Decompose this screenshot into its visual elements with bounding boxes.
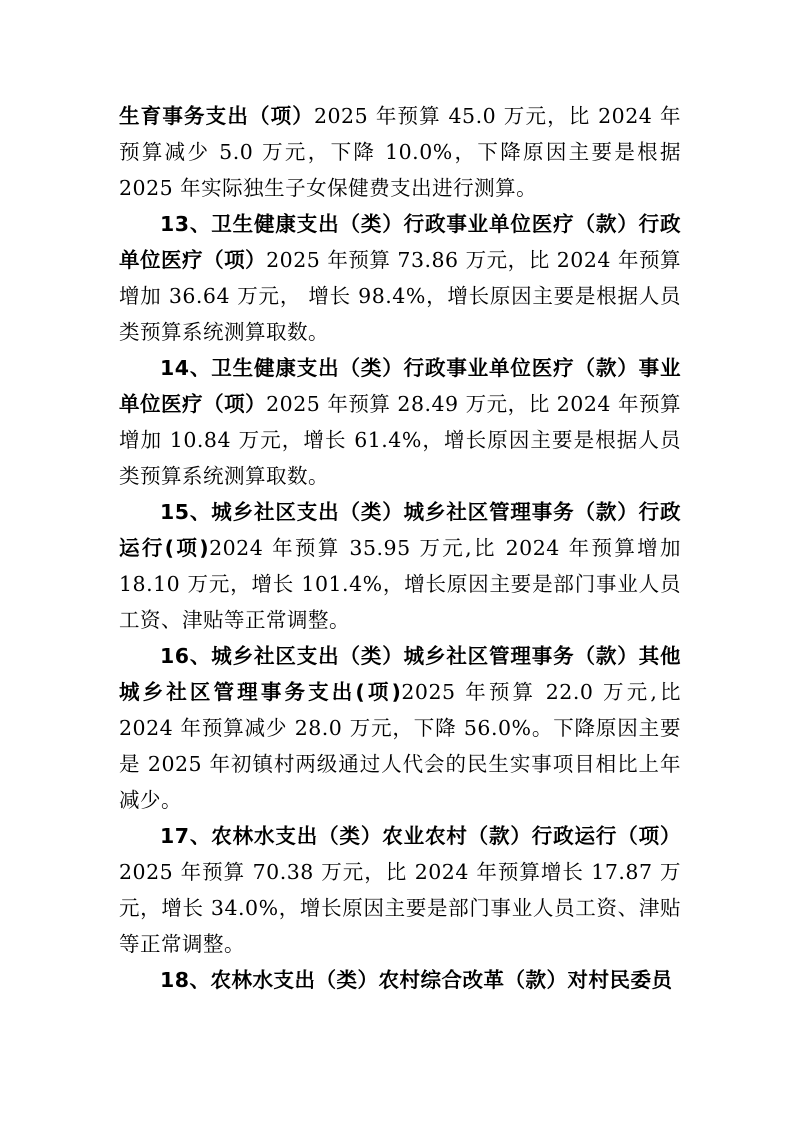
paragraph-body: 2024 年预算 35.95 万元,比 2024 年预算增加 18.10 万元，增长 101.4%，增长原因主要是部门事业人员工资、津贴等正常调整。 <box>119 536 681 632</box>
paragraph-16 <box>119 638 681 818</box>
paragraph-body: 2025 年预算 28.49 万元，比 2024 年预算增加 10.84 万元，增长 61.4%，增长原因主要是根据人员类预算系统测算取数。 <box>119 392 681 488</box>
paragraph-heading: 18、农林水支出（类）农村综合改革（款）对村民委员 <box>160 968 673 992</box>
paragraph-heading: 15、城乡社区支出（类）城乡社区管理事务（款）行政运行(项) <box>119 500 681 560</box>
paragraph-14 <box>119 350 681 494</box>
paragraph-heading: 生育事务支出（项） <box>119 104 314 128</box>
paragraph-body: 2025 年预算 70.38 万元，比 2024 年预算增长 17.87 万元，增长 34.0%，增长原因主要是部门事业人员工资、津贴等正常调整。 <box>119 860 681 956</box>
document-page <box>119 98 681 998</box>
paragraph-body: 2025 年预算 45.0 万元，比 2024 年预算减少 5.0 万元，下降 10.0%，下降原因主要是根据 2025 年实际独生子女保健费支出进行测算。 <box>119 104 681 200</box>
paragraph-heading: 17、农林水支出（类）农业农村（款）行政运行（项） <box>160 824 681 848</box>
paragraph-heading: 14、卫生健康支出（类）行政事业单位医疗（款）事业单位医疗（项） <box>119 356 681 416</box>
paragraph-12-continuation <box>119 98 681 206</box>
paragraph-body: 2025 年预算 73.86 万元，比 2024 年预算增加 36.64 万元， 增长 98.4%，增长原因主要是根据人员类预算系统测算取数。 <box>119 248 681 344</box>
paragraph-heading: 16、城乡社区支出（类）城乡社区管理事务（款）其他城乡社区管理事务支出(项) <box>119 644 681 704</box>
paragraph-body: 2025 年预算 22.0 万元,比 2024 年预算减少 28.0 万元，下降 56.0%。下降原因主要是 2025 年初镇村两级通过人代会的民生实事项目相比上年减少。 <box>119 680 681 812</box>
paragraph-15 <box>119 494 681 638</box>
paragraph-18 <box>119 962 681 998</box>
paragraph-13 <box>119 206 681 350</box>
paragraph-17 <box>119 818 681 962</box>
paragraph-heading: 13、卫生健康支出（类）行政事业单位医疗（款）行政单位医疗（项） <box>119 212 681 272</box>
